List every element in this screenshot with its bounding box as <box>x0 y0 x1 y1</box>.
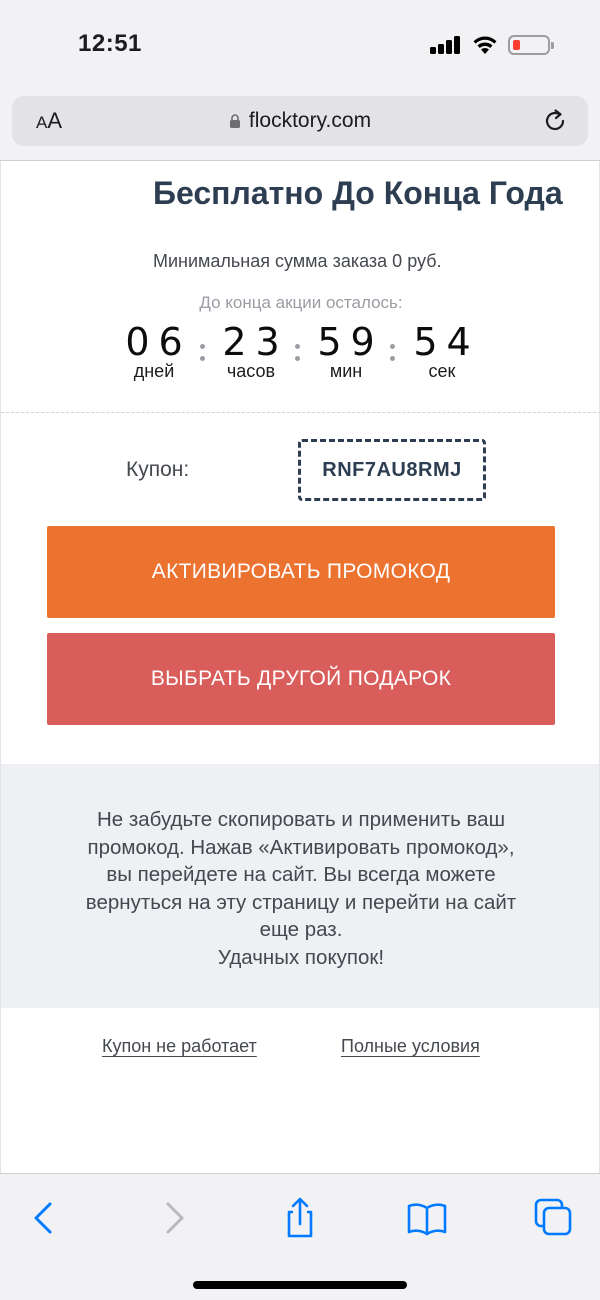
countdown-days: 06 дней <box>125 320 192 381</box>
activate-promo-button[interactable]: АКТИВИРОВАТЬ ПРОМОКОД <box>47 526 555 618</box>
countdown-minutes: 59 мин <box>317 320 384 381</box>
home-indicator <box>193 1281 407 1289</box>
coupon-not-working-link[interactable]: Купон не работает <box>102 1036 257 1056</box>
bookmarks-icon[interactable] <box>405 1196 449 1240</box>
section-divider <box>1 412 600 413</box>
back-icon[interactable] <box>22 1196 66 1240</box>
signal-icon <box>430 36 462 54</box>
full-terms-link[interactable]: Полные условия <box>341 1036 480 1056</box>
min-order-text: Минимальная сумма заказа 0 руб. <box>153 251 442 271</box>
url-text: flocktory.com <box>248 109 372 132</box>
countdown-separator <box>390 335 396 363</box>
forward-icon[interactable] <box>152 1196 196 1240</box>
coupon-code[interactable]: RNF7AU8RMJ <box>298 439 486 501</box>
lock-icon <box>229 114 241 128</box>
footer-links <box>1 1036 600 1066</box>
offer-title: Бесплатно До Конца Года <box>153 175 563 211</box>
address-bar[interactable] <box>12 96 588 146</box>
share-icon[interactable] <box>278 1196 322 1240</box>
countdown-seconds: 54 сек <box>413 320 480 381</box>
info-panel <box>1 764 600 1008</box>
url-field[interactable] <box>12 109 588 133</box>
battery-icon <box>508 35 550 55</box>
browser-toolbar <box>0 1173 600 1300</box>
reader-options-button[interactable]: AA <box>36 108 63 133</box>
coupon-label: Купон: <box>126 458 190 481</box>
reload-icon[interactable] <box>542 108 568 134</box>
choose-other-gift-button[interactable]: ВЫБРАТЬ ДРУГОЙ ПОДАРОК <box>47 633 555 725</box>
countdown-hours: 23 часов <box>222 320 289 381</box>
status-bar <box>0 0 600 90</box>
countdown-timer <box>1 321 600 383</box>
countdown-label: До конца акции осталось: <box>199 293 403 312</box>
info-text: Не забудьте скопировать и применить ваш промокод. Нажав «Активировать промокод», вы перейдете на сайт. Вы всегда можете вернуться на эту страницу и перейти на сайт еще раз. Удачных покупок! <box>85 808 517 969</box>
tabs-icon[interactable] <box>532 1196 576 1240</box>
status-time: 12:51 <box>78 30 142 57</box>
wifi-icon <box>472 33 498 55</box>
web-page <box>0 161 600 1173</box>
